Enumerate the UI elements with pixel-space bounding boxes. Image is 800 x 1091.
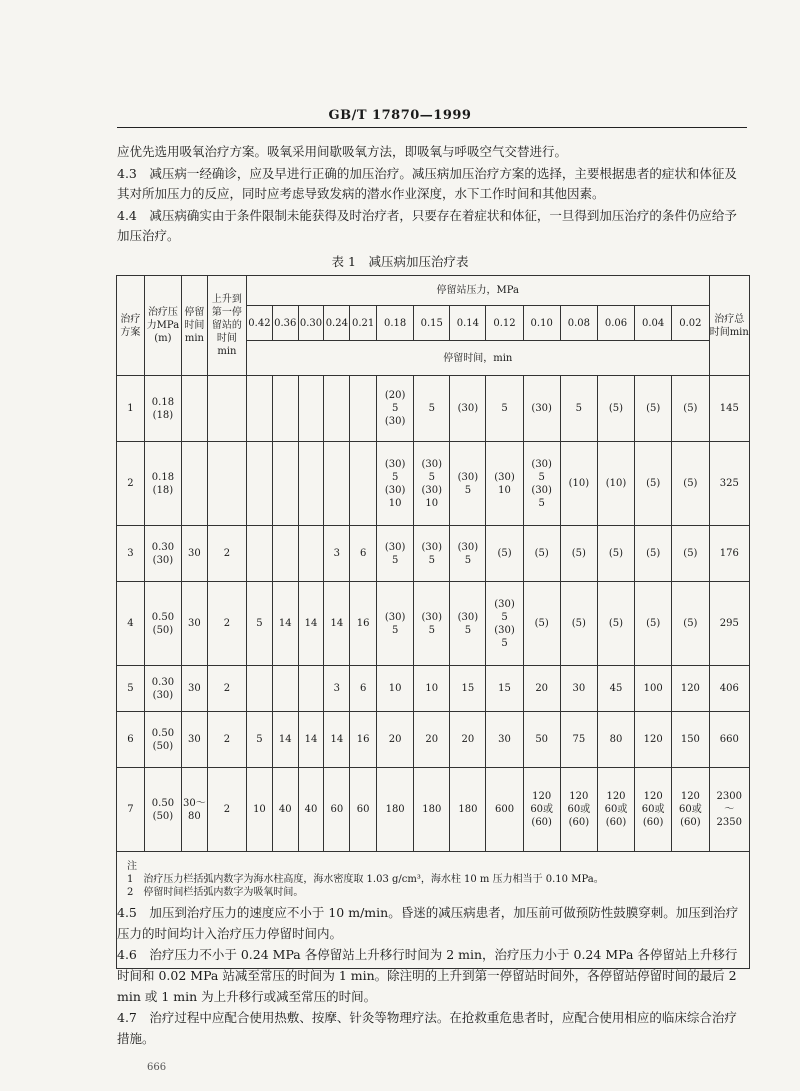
stay-time-cell: 20	[523, 666, 560, 712]
stay-time-cell	[272, 666, 298, 712]
header-station-pressure-value: 0.08	[560, 306, 597, 341]
stay-time-cell: (10)	[560, 442, 597, 526]
stay-time-cell: (5)	[635, 376, 672, 442]
stay-time-cell: 16	[350, 712, 377, 768]
stay-cell: 30	[182, 526, 208, 582]
header-station-pressure-value: 0.14	[450, 306, 486, 341]
stay-time-cell: (30) 5 (30) 10	[414, 442, 450, 526]
stay-time-cell: 15	[486, 666, 523, 712]
scheme-cell: 2	[117, 442, 145, 526]
stay-time-cell: 45	[597, 666, 634, 712]
pressure-cell: 0.50 (50)	[144, 712, 181, 768]
stay-time-cell: 5	[414, 376, 450, 442]
paragraph-4-3: 4.3 减压病一经确诊，应及早进行正确的加压治疗。减压病加压治疗方案的选择，主要根据患者的症状和体征及其对所加压力的反应，同时应考虑导致发病的潜水作业深度，水下工作时间和其他因素。	[117, 166, 737, 201]
ascent-cell: 2	[207, 582, 246, 666]
header-ascent: 上升到第一停留站的时间min	[207, 276, 246, 376]
pressure-cell: 0.30 (30)	[144, 526, 181, 582]
pressure-cell: 0.18 (18)	[144, 376, 181, 442]
ascent-cell: 2	[207, 666, 246, 712]
stay-time-cell: 60	[324, 768, 350, 852]
note-1: 1 治疗压力栏括弧内数字为海水柱高度，海水密度取 1.03 g/cm³，海水柱 10 m 压力相当于 0.10 MPa。	[127, 874, 604, 885]
scheme-cell: 4	[117, 582, 145, 666]
stay-time-cell: 30	[560, 666, 597, 712]
stay-time-cell: (30) 5	[414, 582, 450, 666]
stay-time-cell: 120 60或 (60)	[523, 768, 560, 852]
stay-time-cell: (30)	[450, 376, 486, 442]
stay-time-cell: (5)	[672, 376, 709, 442]
stay-time-cell: 10	[414, 666, 450, 712]
header-station-pressure-value: 0.10	[523, 306, 560, 341]
stay-time-cell: 14	[272, 582, 298, 666]
stay-time-cell: (30) 5	[377, 526, 414, 582]
stay-time-cell: (30) 5	[450, 442, 486, 526]
stay-time-cell	[272, 526, 298, 582]
scheme-cell: 6	[117, 712, 145, 768]
stay-time-cell	[272, 442, 298, 526]
stay-cell: 30	[182, 582, 208, 666]
stay-time-cell: 40	[272, 768, 298, 852]
header-station-pressure-value: 0.42	[247, 306, 273, 341]
stay-time-cell: (30) 5 (30) 5	[486, 582, 523, 666]
stay-time-cell: 120 60或 (60)	[635, 768, 672, 852]
stay-time-cell: (5)	[635, 442, 672, 526]
stay-time-cell	[350, 442, 377, 526]
stay-time-cell: 600	[486, 768, 523, 852]
stay-time-cell: (5)	[560, 526, 597, 582]
scheme-cell: 5	[117, 666, 145, 712]
stay-time-cell: 120 60或 (60)	[672, 768, 709, 852]
stay-time-cell: (30) 5	[377, 582, 414, 666]
treatment-table	[116, 275, 750, 969]
header-station-pressure-value: 0.06	[597, 306, 634, 341]
stay-time-cell: (5)	[523, 582, 560, 666]
stay-time-cell: 5	[247, 582, 273, 666]
scheme-cell: 7	[117, 768, 145, 852]
header-station-pressure-value: 0.04	[635, 306, 672, 341]
stay-time-cell: 75	[560, 712, 597, 768]
stay-time-cell: (5)	[560, 582, 597, 666]
stay-time-cell	[272, 376, 298, 442]
stay-time-cell	[247, 526, 273, 582]
stay-time-cell	[298, 666, 324, 712]
scheme-cell: 1	[117, 376, 145, 442]
total-time-cell: 325	[709, 442, 749, 526]
stay-time-cell: 120 60或 (60)	[597, 768, 634, 852]
stay-time-cell: 6	[350, 666, 377, 712]
table-row	[117, 442, 750, 526]
pressure-cell: 0.18 (18)	[144, 442, 181, 526]
header-station-pressure-value: 0.24	[324, 306, 350, 341]
header-rule	[117, 127, 747, 128]
stay-cell: 30	[182, 712, 208, 768]
header-pressure: 治疗压力MPa (m)	[144, 276, 181, 376]
stay-time-cell: 80	[597, 712, 634, 768]
stay-time-cell: (5)	[672, 526, 709, 582]
paragraph-4-4: 4.4 减压病确实由于条件限制未能获得及时治疗者，只要存在着症状和体征，一旦得到加压治疗的条件仍应给予加压治疗。	[117, 208, 737, 243]
stay-cell: 30～ 80	[182, 768, 208, 852]
stay-time-cell: (5)	[635, 582, 672, 666]
paragraph-4-7: 4.7 治疗过程中应配合使用热敷、按摩、针灸等物理疗法。在抢救重危患者时，应配合使用相应的临床综合治疗措施。	[117, 1010, 737, 1046]
ascent-cell: 2	[207, 712, 246, 768]
stay-time-cell: 5	[486, 376, 523, 442]
stay-time-cell: 20	[377, 712, 414, 768]
header-station-pressure-value: 0.02	[672, 306, 709, 341]
stay-time-cell	[298, 376, 324, 442]
stay-time-cell: 180	[414, 768, 450, 852]
header-stay-time: 停留时间，min	[247, 341, 710, 376]
stay-time-cell: (5)	[635, 526, 672, 582]
page-number: 666	[147, 1062, 167, 1073]
stay-time-cell: 50	[523, 712, 560, 768]
stay-time-cell: 14	[298, 712, 324, 768]
total-time-cell: 2300 ～ 2350	[709, 768, 749, 852]
stay-time-cell: (10)	[597, 442, 634, 526]
stay-cell	[182, 376, 208, 442]
stay-time-cell: (5)	[486, 526, 523, 582]
pressure-cell: 0.50 (50)	[144, 768, 181, 852]
table-title: 表 1 减压病加压治疗表	[331, 254, 469, 269]
stay-time-cell: (5)	[523, 526, 560, 582]
stay-time-cell: 180	[450, 768, 486, 852]
stay-time-cell: 100	[635, 666, 672, 712]
note-2: 2 停留时间栏括弧内数字为吸氧时间。	[127, 887, 304, 898]
stay-time-cell: 150	[672, 712, 709, 768]
stay-time-cell: (30) 5	[450, 526, 486, 582]
stay-time-cell: 14	[298, 582, 324, 666]
table-row	[117, 376, 750, 442]
stay-time-cell: 120	[635, 712, 672, 768]
ascent-cell	[207, 376, 246, 442]
stay-time-cell: (5)	[672, 582, 709, 666]
stay-time-cell	[247, 666, 273, 712]
stay-time-cell: (30) 5	[450, 582, 486, 666]
header-station-pressure-value: 0.36	[272, 306, 298, 341]
total-time-cell: 145	[709, 376, 749, 442]
stay-time-cell: 60	[350, 768, 377, 852]
stay-cell: 30	[182, 666, 208, 712]
stay-time-cell: 3	[324, 666, 350, 712]
stay-time-cell: 120 60或 (60)	[560, 768, 597, 852]
stay-time-cell: (5)	[672, 442, 709, 526]
header-station-pressure-value: 0.18	[377, 306, 414, 341]
header-stay: 停留时间min	[182, 276, 208, 376]
stay-time-cell: (30) 5 (30) 5	[523, 442, 560, 526]
stay-time-cell: 14	[324, 712, 350, 768]
paragraph-intro: 应优先选用吸氧治疗方案。吸氧采用间歇吸氧方法，即吸氧与呼吸空气交替进行。	[117, 144, 568, 159]
table-row	[117, 582, 750, 666]
header-station-pressure: 停留站压力，MPa	[247, 276, 710, 306]
stay-time-cell: 15	[450, 666, 486, 712]
ascent-cell	[207, 442, 246, 526]
stay-time-cell: 6	[350, 526, 377, 582]
stay-time-cell: (5)	[597, 376, 634, 442]
stay-time-cell: (5)	[597, 582, 634, 666]
header-station-pressure-value: 0.12	[486, 306, 523, 341]
stay-time-cell: 16	[350, 582, 377, 666]
table-row	[117, 712, 750, 768]
stay-time-cell: 14	[272, 712, 298, 768]
stay-time-cell	[247, 376, 273, 442]
stay-time-cell: 20	[414, 712, 450, 768]
table-row	[117, 768, 750, 852]
pressure-cell: 0.50 (50)	[144, 582, 181, 666]
stay-time-cell: 120	[672, 666, 709, 712]
stay-cell	[182, 442, 208, 526]
stay-time-cell	[324, 376, 350, 442]
table-row	[117, 666, 750, 712]
header-station-pressure-value: 0.15	[414, 306, 450, 341]
ascent-cell: 2	[207, 526, 246, 582]
stay-time-cell: 180	[377, 768, 414, 852]
stay-time-cell: (30) 5 (30) 10	[377, 442, 414, 526]
header-total: 治疗总时间min	[709, 276, 749, 376]
ascent-cell: 2	[207, 768, 246, 852]
stay-time-cell: 14	[324, 582, 350, 666]
total-time-cell: 660	[709, 712, 749, 768]
paragraph-4-6: 4.6 治疗压力不小于 0.24 MPa 各停留站上升移行时间为 2 min，治疗压力小于 0.24 MPa 各停留站上升移行时间和 0.02 MPa 站减至常压的时间为 1 min。除注明的上升到第一停留站时间外，各停留站停留时间的最后 2 min 或 1 min 为上升移行或减至常压的时间。	[117, 947, 738, 1004]
stay-time-cell: 40	[298, 768, 324, 852]
stay-time-cell: 20	[450, 712, 486, 768]
notes-title: 注	[127, 861, 137, 872]
stay-time-cell: (30)	[523, 376, 560, 442]
stay-time-cell: 3	[324, 526, 350, 582]
scheme-cell: 3	[117, 526, 145, 582]
stay-time-cell: (5)	[597, 526, 634, 582]
header-scheme: 治疗方案	[117, 276, 145, 376]
stay-time-cell: 5	[560, 376, 597, 442]
stay-time-cell	[324, 442, 350, 526]
header-station-pressure-value: 0.21	[350, 306, 377, 341]
stay-time-cell: 10	[377, 666, 414, 712]
stay-time-cell	[247, 442, 273, 526]
header-station-pressure-value: 0.30	[298, 306, 324, 341]
total-time-cell: 295	[709, 582, 749, 666]
total-time-cell: 406	[709, 666, 749, 712]
stay-time-cell	[298, 442, 324, 526]
stay-time-cell: 5	[247, 712, 273, 768]
stay-time-cell: (20) 5 (30)	[377, 376, 414, 442]
table-row	[117, 526, 750, 582]
stay-time-cell	[298, 526, 324, 582]
stay-time-cell: (30) 10	[486, 442, 523, 526]
stay-time-cell: 30	[486, 712, 523, 768]
pressure-cell: 0.30 (30)	[144, 666, 181, 712]
paragraph-4-5: 4.5 加压到治疗压力的速度应不小于 10 m/min。昏迷的减压病患者，加压前可做预防性鼓膜穿刺。加压到治疗压力的时间均计入治疗压力停留时间内。	[117, 905, 739, 941]
stay-time-cell: (30) 5	[414, 526, 450, 582]
total-time-cell: 176	[709, 526, 749, 582]
stay-time-cell: 10	[247, 768, 273, 852]
stay-time-cell	[350, 376, 377, 442]
document-header: GB/T 17870—1999	[328, 108, 472, 123]
